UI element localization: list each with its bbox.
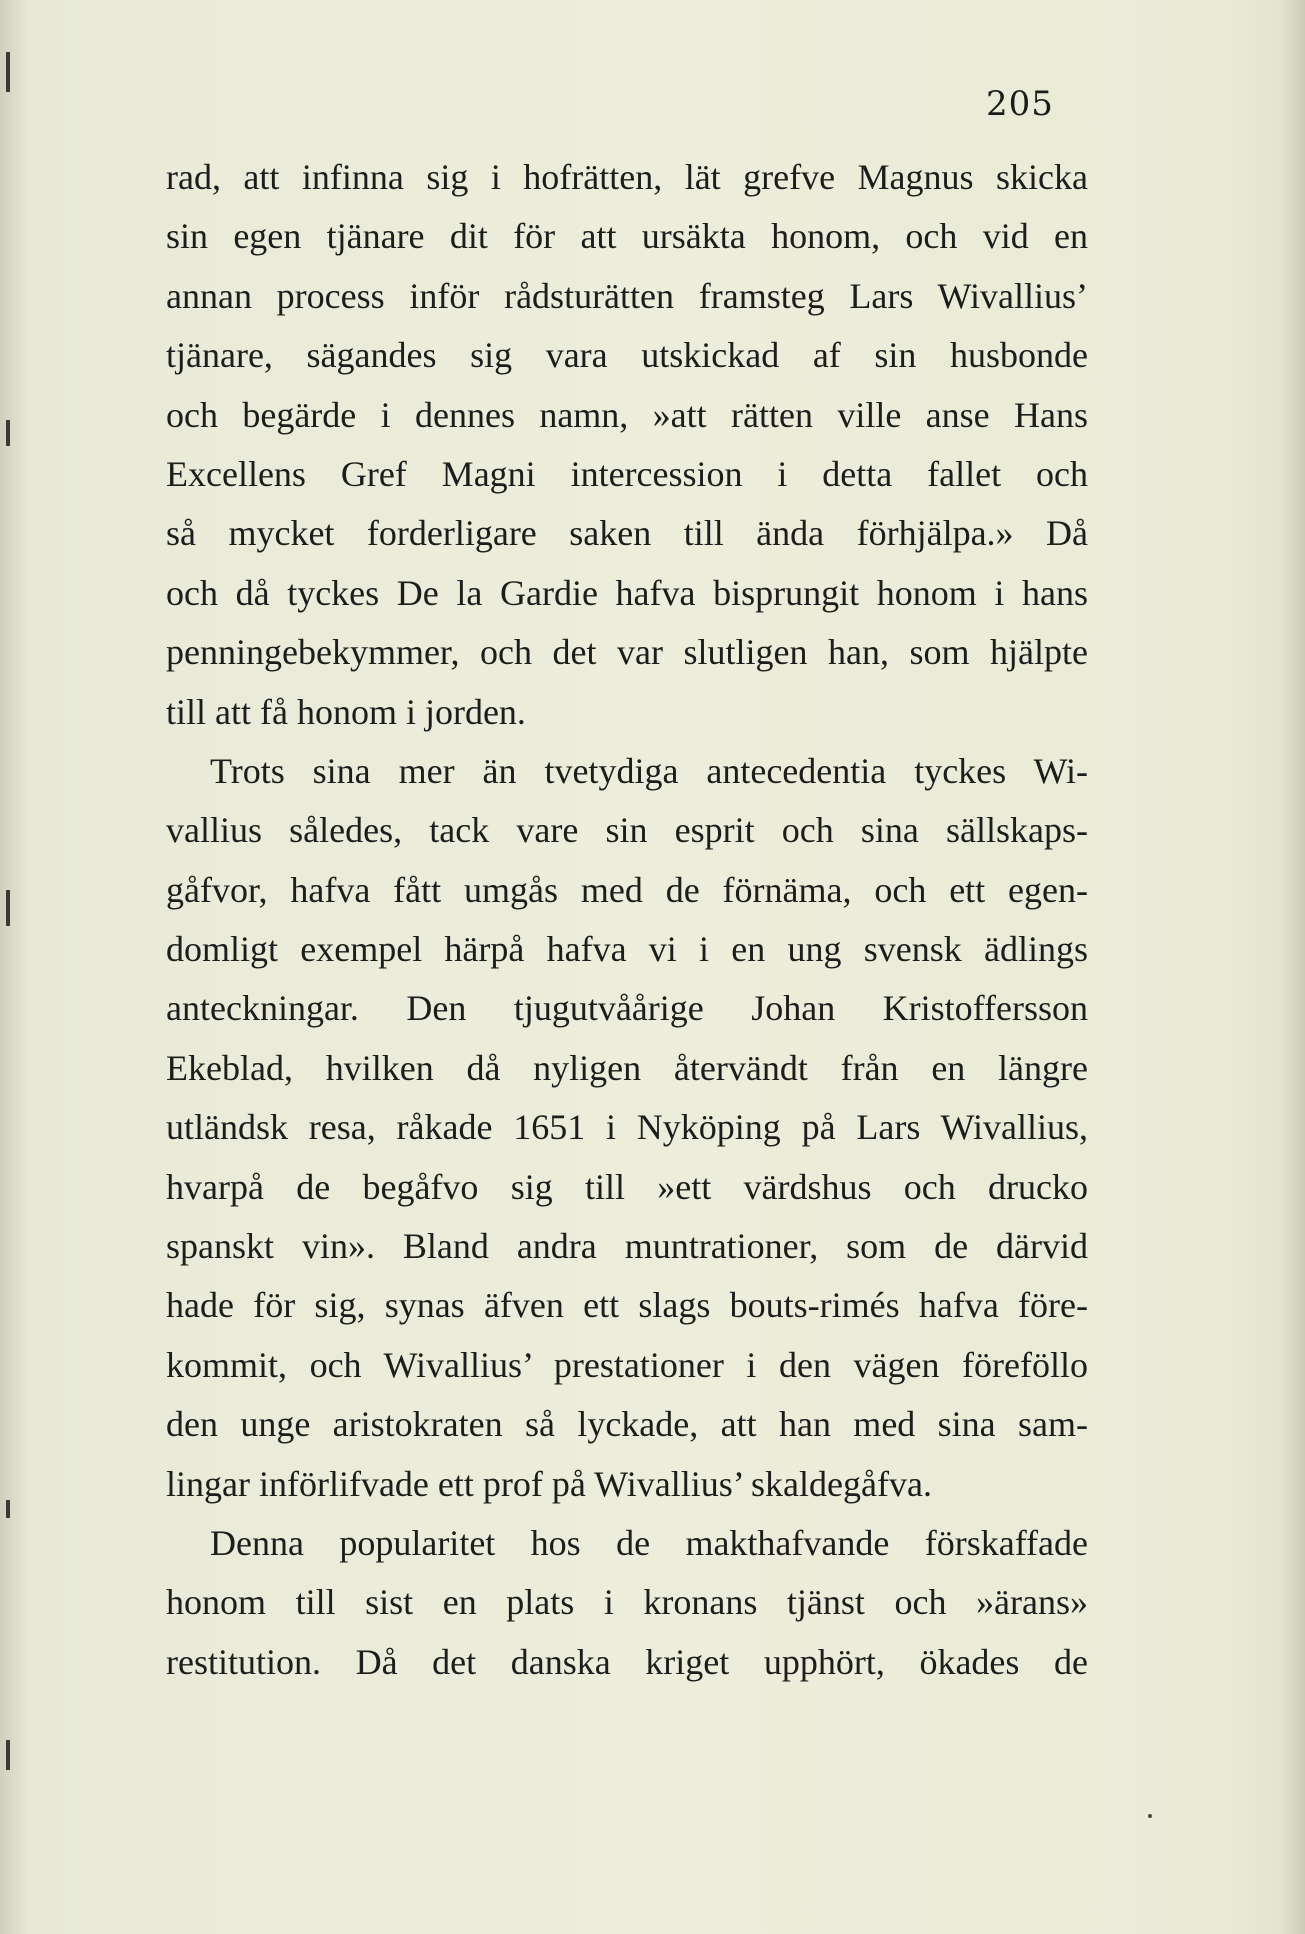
text-line: sin egen tjänare dit för att ursäkta honom, och vid en	[166, 216, 1088, 257]
page-number: 205	[986, 84, 1054, 124]
text-line: spanskt vin». Bland andra muntrationer, som de därvid	[166, 1226, 1088, 1267]
text-line: Denna popularitet hos de makthafvande förskaffade	[210, 1522, 1088, 1563]
text-line: Ekeblad, hvilken då nyligen återvändt från en längre	[166, 1047, 1088, 1088]
text-line: den unge aristokraten så lyckade, att han med sina sam-	[166, 1404, 1088, 1445]
text-line: kommit, och Wivallius’ prestationer i den vägen föreföllo	[166, 1344, 1088, 1385]
text-line: gåfvor, hafva fått umgås med de förnäma, och ett egen-	[166, 869, 1088, 910]
text-line: honom till sist en plats i kronans tjänst och »ärans»	[166, 1582, 1088, 1623]
text-line: domligt exempel härpå hafva vi i en ung svensk ädlings	[166, 929, 1088, 970]
text-line: anteckningar. Den tjugutvåårige Johan Kristoffersson	[166, 988, 1088, 1029]
text-line: penningebekymmer, och det var slutligen han, som hjälpte	[166, 632, 1088, 673]
text-line: annan process inför rådsturätten framsteg Lars Wivallius’	[166, 275, 1088, 316]
text-line: Trots sina mer än tvetydiga antecedentia tyckes Wi-	[210, 750, 1088, 791]
text-line: rad, att infinna sig i hofrätten, lät grefve Magnus skicka	[166, 157, 1088, 197]
binding-mark	[6, 1500, 10, 1518]
text-line: så mycket forderligare saken till ända förhjälpa.» Då	[166, 513, 1088, 554]
binding-mark	[6, 52, 10, 92]
text-line: lingar införlifvade ett prof på Wivallius’ skaldegåfva.	[166, 1463, 932, 1504]
text-line: utländsk resa, råkade 1651 i Nyköping på Lars Wivallius,	[166, 1107, 1088, 1148]
text-line: vallius således, tack vare sin esprit och sina sällskaps-	[166, 810, 1088, 851]
text-line: och då tyckes De la Gardie hafva bisprungit honom i hans	[166, 572, 1088, 613]
body-text	[166, 148, 1088, 1692]
text-line: hade för sig, synas äfven ett slags bouts-rimés hafva före-	[166, 1285, 1088, 1326]
text-line: och begärde i dennes namn, »att rätten ville anse Hans	[166, 394, 1088, 435]
text-line: Excellens Gref Magni intercession i detta fallet och	[166, 453, 1088, 494]
text-line: restitution. Då det danska kriget upphört, ökades de	[166, 1641, 1088, 1682]
binding-mark	[6, 890, 10, 926]
binding-mark	[6, 1740, 10, 1770]
paper-speck	[1148, 1814, 1152, 1818]
binding-mark	[6, 420, 10, 446]
text-line: hvarpå de begåfvo sig till »ett värdshus och drucko	[166, 1166, 1088, 1207]
text-line: tjänare, sägandes sig vara utskickad af sin husbonde	[166, 335, 1088, 376]
text-line: till att få honom i jorden.	[166, 691, 526, 732]
